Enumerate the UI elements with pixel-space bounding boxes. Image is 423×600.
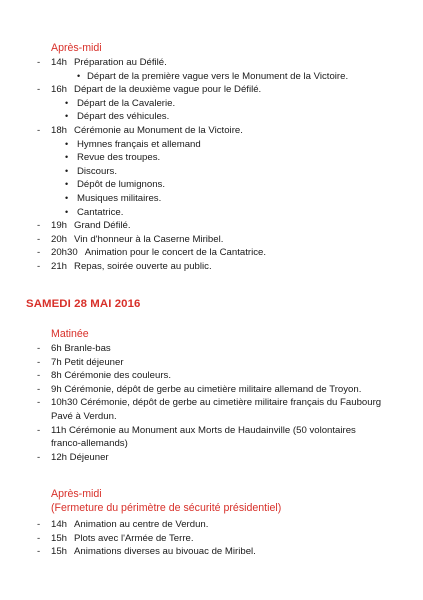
sub-list (51, 97, 417, 124)
sub-item: • Musiques militaires. (51, 192, 417, 206)
schedule-item: - 15h Plots avec l'Armée de Terre. (37, 532, 417, 546)
schedule-item: - 14h Préparation au Défilé. • Départ de la première vague vers le Monument de la Victoire. (37, 56, 417, 83)
security-note: (Fermeture du périmètre de sécurité présidentiel) (51, 502, 282, 514)
schedule-item: - 8h Cérémonie des couleurs. (37, 369, 417, 383)
sub-item: • Revue des troupes. (51, 151, 417, 165)
schedule-item: - 18h Cérémonie au Monument de la Victoire. • Hymnes français et allemand • Revue des troupes. • Discours. • Dépôt de lumignons. • Musiques militaires. • Cantatrice. (37, 124, 417, 219)
section-morning-title: Matinée (51, 328, 89, 340)
afternoon-schedule-list (37, 56, 417, 274)
schedule-item: - 20h Vin d'honneur à la Caserne Miribel. (37, 233, 417, 247)
morning-schedule-list (37, 342, 417, 464)
sub-list (51, 70, 417, 84)
sub-item: • Départ des véhicules. (51, 110, 417, 124)
schedule-item: - 11h Cérémonie au Monument aux Morts de Haudainville (50 volontaires franco-allemands) (37, 424, 417, 451)
schedule-item: - 10h30 Cérémonie, dépôt de gerbe au cimetière militaire français du Faubourg Pavé à Verdun. (37, 396, 417, 423)
sub-item: • Hymnes français et allemand (51, 138, 417, 152)
sub-item: • Dépôt de lumignons. (51, 178, 417, 192)
day-heading: SAMEDI 28 MAI 2016 (26, 298, 141, 310)
sub-item: • Départ de la première vague vers le Monument de la Victoire. (51, 70, 417, 84)
schedule-item: - 20h30 Animation pour le concert de la Cantatrice. (37, 246, 417, 260)
schedule-item: - 16h Départ de la deuxième vague pour le Défilé. • Départ de la Cavalerie. • Départ des véhicules. (37, 83, 417, 124)
schedule-item: - 15h Animations diverses au bivouac de Miribel. (37, 545, 417, 559)
sub-item: • Départ de la Cavalerie. (51, 97, 417, 111)
sub-item: • Discours. (51, 165, 417, 179)
afternoon-schedule-list-2 (37, 518, 417, 559)
schedule-item: - 6h Branle-bas (37, 342, 417, 356)
sub-item: • Cantatrice. (51, 206, 417, 220)
sub-list (51, 138, 417, 220)
schedule-item: - 14h Animation au centre de Verdun. (37, 518, 417, 532)
schedule-item: - 12h Déjeuner (37, 451, 417, 465)
schedule-item: - 7h Petit déjeuner (37, 356, 417, 370)
schedule-item: - 19h Grand Défilé. (37, 219, 417, 233)
section-afternoon-title-2: Après-midi (51, 488, 102, 500)
schedule-item: - 9h Cérémonie, dépôt de gerbe au cimetière militaire allemand de Troyon. (37, 383, 417, 397)
schedule-item: - 21h Repas, soirée ouverte au public. (37, 260, 417, 274)
section-afternoon-title: Après-midi (51, 42, 102, 54)
